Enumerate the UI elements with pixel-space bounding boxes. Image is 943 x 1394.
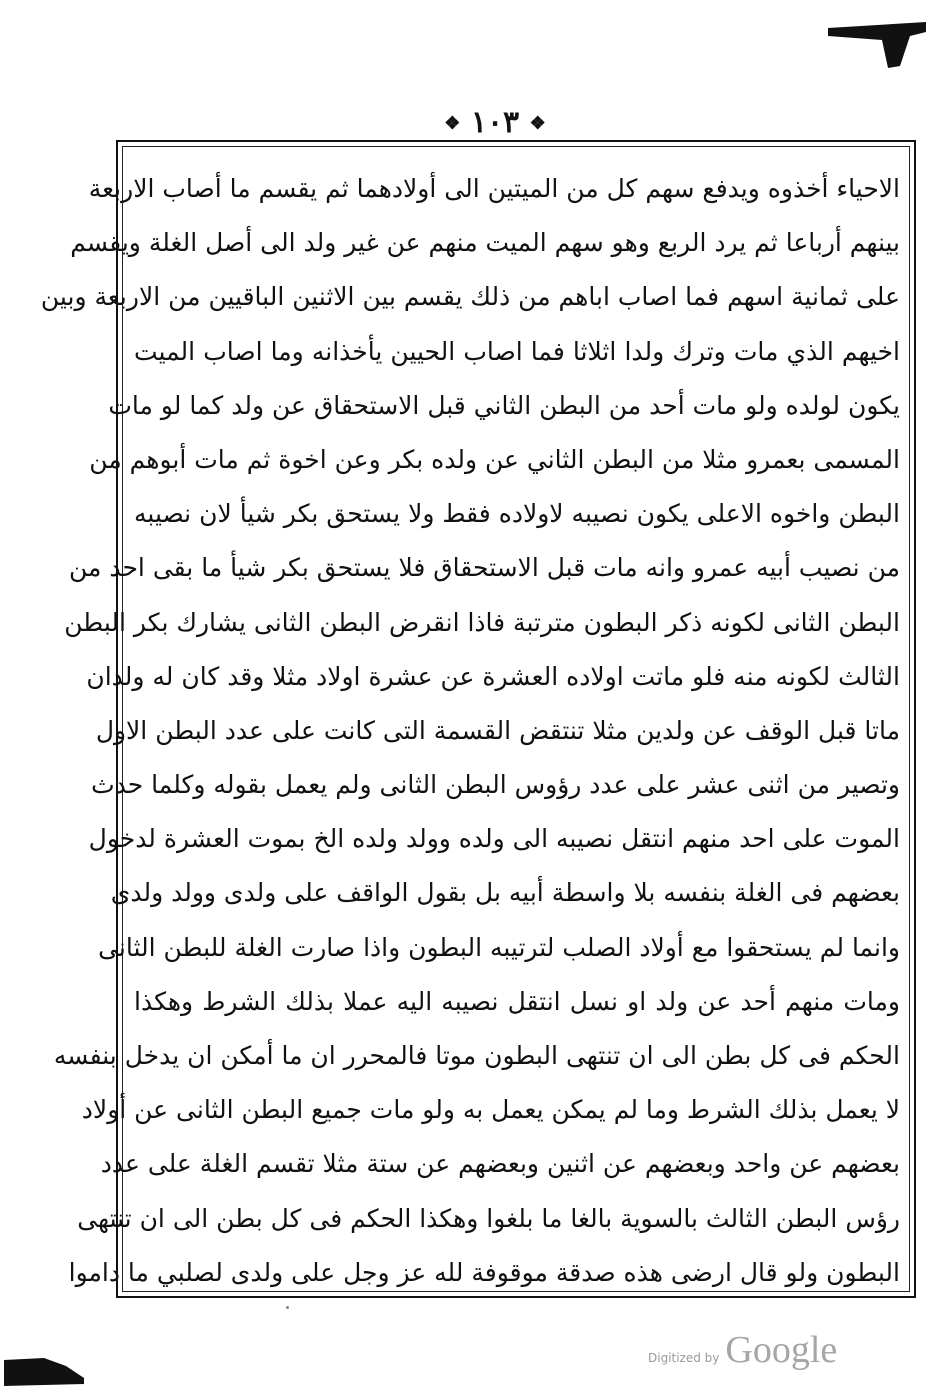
ornament-right: ❖ <box>529 113 546 134</box>
digitized-watermark <box>648 1328 837 1372</box>
text-line: بينهم أرباعا ثم يرد الربع وهو سهم الميت منهم عن غير ولد الى أصل الغلة ويقسم <box>70 228 900 258</box>
text-line: رؤس البطن الثالث بالسوية بالغا ما بلغوا وهكذا الحكم فى كل بطن الى ان تنتهى <box>77 1203 900 1233</box>
text-line: المسمى بعمرو مثلا من البطن الثاني عن ولده بكر وعن اخوة ثم مات أبوهم من <box>89 444 900 474</box>
stray-dot <box>286 1306 289 1309</box>
text-line: الحكم فى كل بطن الى ان تنتهى البطون موتا فالمحرر ان ما أمكن ان يدخل بنفسه <box>53 1041 900 1070</box>
text-line: ومات منهم أحد عن ولد او نسل انتقل نصيبه اليه عملا بذلك الشرط وهكذا <box>134 986 900 1016</box>
text-line: بعضهم فى الغلة بنفسه بلا واسطة أبيه بل بقول الواقف على ولدى وولد ولدى <box>110 878 900 908</box>
page-number <box>430 103 560 143</box>
corner-ink-mark <box>828 22 926 68</box>
text-line: من نصيب أبيه عمرو وانه مات قبل الاستحقاق فلا يستحق بكر شيأ ما بقى احد من <box>68 553 900 583</box>
text-line: الاحياء أخذوه ويدفع سهم كل من الميتين الى أولادهما ثم يقسم ما أصاب الاربعة <box>88 174 900 203</box>
google-logo: Google <box>725 1329 838 1371</box>
text-line: يكون لولده ولو مات أحد من البطن الثاني قبل الاستحقاق عن ولد كما لو مات <box>108 390 900 420</box>
ornament-left: ❖ <box>444 113 461 134</box>
text-line: بعضهم عن واحد وبعضهم عن اثنين وبعضهم عن ستة مثلا تقسم الغلة على عدد <box>100 1149 900 1179</box>
text-line: وتصير من اثنى عشر على عدد رؤوس البطن الثانى ولم يعمل بقوله وكلما حدث <box>91 770 900 800</box>
text-line: اخيهم الذي مات وترك ولدا اثلاثا فما اصاب الحيين يأخذانه وما اصاب الميت <box>134 336 900 366</box>
text-line: البطن الثانى لكونه ذكر البطون مترتبة فاذا انقرض البطن الثانى يشارك بكر البطن <box>64 607 900 637</box>
page-body <box>40 162 900 1300</box>
text-line: ماتا قبل الوقف عن ولدين مثلا تنتقض القسمة التى كانت على عدد البطن الاول <box>95 715 900 745</box>
corner-ink-mark-bottom <box>4 1356 84 1386</box>
text-line: البطن واخوه الاعلى يكون نصيبه لاولاده فقط ولا يستحق بكر شيأ لان نصيبه <box>134 499 900 529</box>
text-line: لا يعمل بذلك الشرط وما لم يمكن يعمل به ولو مات جميع البطن الثانى عن أولاد <box>81 1095 900 1125</box>
text-line: على ثمانية اسهم فما اصاب اباهم من ذلك يقسم بين الاثنين الباقيين من الاربعة وبين <box>40 282 900 312</box>
text-line: الموت على احد منهم انتقل نصيبه الى ولده وولد ولده الخ بموت العشرة لدخول <box>88 824 900 854</box>
text-line: البطون ولو قال ارضى هذه صدقة موقوفة لله عز وجل على ولدى لصلبي ما داموا <box>68 1257 900 1287</box>
text-line: وانما لم يستحقوا مع أولاد الصلب لترتيبه البطون واذا صارت الغلة للبطن الثانى <box>98 932 900 962</box>
watermark-prefix: Digitized by <box>648 1351 720 1365</box>
text-line: الثالث لكونه منه فلو ماتت اولاده العشرة عن عشرة اولاد مثلا وقد كان له ولدان <box>86 661 900 691</box>
page-number-text: ١٠٣ <box>470 105 520 140</box>
